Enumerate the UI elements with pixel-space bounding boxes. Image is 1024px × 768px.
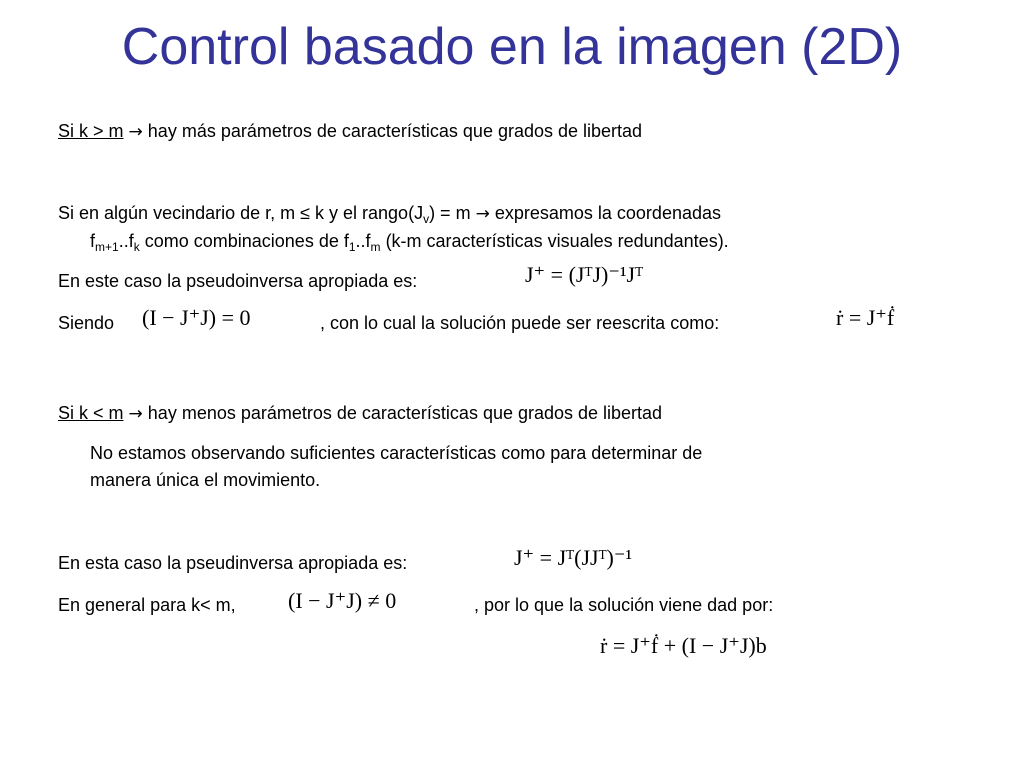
p1-text-b: ) = m	[429, 203, 471, 223]
case1-heading	[58, 120, 642, 143]
case2-pseudo-label: En esta caso la pseudinversa apropiada es:	[58, 553, 408, 573]
case1-paragraph-line1	[58, 202, 721, 230]
right-arrow-icon: →	[475, 204, 490, 224]
case1-solution-formula: ṙ = J⁺ḟ	[836, 305, 895, 330]
p1-dots: ..f	[118, 231, 134, 251]
p1-dots2: ..f	[355, 231, 371, 251]
p1-f: f	[90, 231, 96, 251]
case2-pseudo-formula: J⁺ = Jᵀ(JJᵀ)⁻¹	[514, 545, 633, 570]
case1-pseudo-label: En este caso la pseudoinversa apropiada es:	[58, 271, 418, 291]
p1-sub-m: m	[370, 240, 381, 254]
p1-sub-k: k	[133, 240, 140, 254]
p1-sub-1: 1	[348, 240, 356, 254]
slide-title: Control basado en la imagen (2D)	[121, 18, 903, 76]
right-arrow-icon: →	[128, 122, 143, 142]
p1-text-e: (k-m características visuales redundantes).	[385, 231, 729, 251]
case2-indented-line1: No estamos observando suficientes características como para determinar de	[90, 443, 703, 463]
case1-siendo-text: , con lo cual la solución puede ser reescrita como:	[320, 313, 720, 333]
case2-indented-line2: manera única el movimiento.	[90, 470, 321, 490]
case1-paragraph-line2	[90, 230, 729, 258]
case2-general-label: En general para k< m,	[58, 595, 236, 615]
case2-solution-formula: ṙ = J⁺ḟ + (I − J⁺J)b	[600, 633, 767, 658]
right-arrow-icon: →	[128, 404, 143, 424]
p1-text-d: como combinaciones de f	[144, 231, 349, 251]
case2-heading	[58, 402, 662, 425]
case1-text: hay más parámetros de características que grados de libertad	[147, 121, 643, 141]
case2-general-formula: (I − J⁺J) ≠ 0	[288, 588, 397, 613]
case2-general-text: , por lo que la solución viene dad por:	[474, 595, 774, 615]
p1-text-c: expresamos la coordenadas	[494, 203, 721, 223]
case1-condition: Si k > m	[58, 121, 124, 141]
p1-sub-v: v	[423, 212, 430, 226]
case1-siendo-label: Siendo	[58, 313, 115, 333]
p1-text-a: Si en algún vecindario de r, m ≤ k y el rango(J	[58, 203, 424, 223]
case2-text: hay menos parámetros de características que grados de libertad	[147, 403, 663, 423]
case2-condition: Si k < m	[58, 403, 124, 423]
case1-pseudo-formula: J⁺ = (JᵀJ)⁻¹Jᵀ	[525, 262, 644, 287]
case1-siendo-formula: (I − J⁺J) = 0	[142, 305, 251, 330]
p1-sub-m1: m+1	[95, 240, 119, 254]
